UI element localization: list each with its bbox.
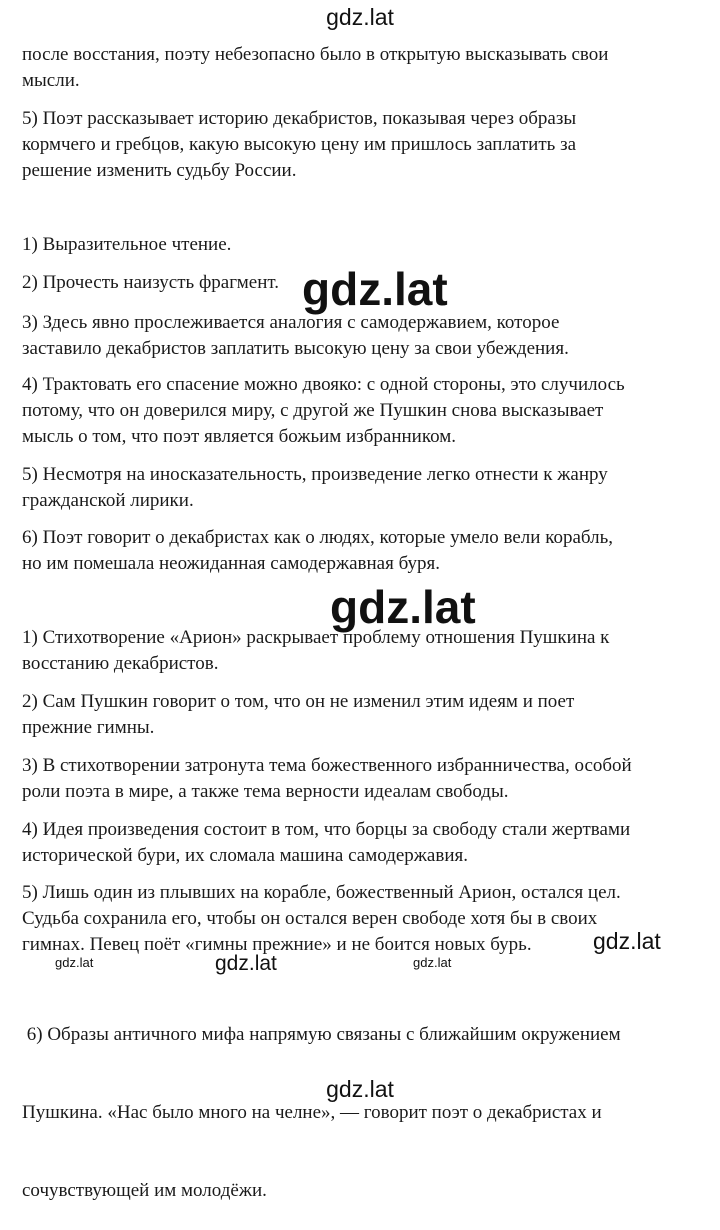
text-line: восстанию декабристов. (22, 653, 219, 674)
text-line: 4) Трактовать его спасение можно двояко: с одной стороны, это случилось (22, 374, 625, 395)
text-line: 5) Несмотря на иносказательность, произведение легко отнести к жанру (22, 464, 608, 485)
watermark-large: gdz.lat (302, 263, 448, 315)
text-line: мысль о том, что поэт является божьим избранником. (22, 426, 457, 447)
text-line: гражданской лирики. (22, 490, 194, 511)
text-line: решение изменить судьбу России. (22, 160, 297, 181)
paragraph (22, 525, 712, 577)
text-line: сочувствующей им молодёжи. (22, 1180, 267, 1201)
watermark-medium: gdz.lat (215, 952, 277, 975)
watermark-large: gdz.lat (330, 581, 476, 633)
text-line: 4) Идея произведения состоит в том, что борцы за свободу стали жертвами (22, 819, 631, 840)
text-line: 5) Лишь один из плывших на корабле, божественный Арион, остался цел. (22, 882, 621, 903)
text-line: мысли. (22, 70, 80, 91)
text-line: 5) Поэт рассказывает историю декабристов, показывая через образы (22, 108, 577, 129)
paragraph (22, 372, 712, 450)
text-line: гимнах. Певец поёт «гимны прежние» и не боится новых бурь. (22, 934, 532, 955)
text-line: кормчего и гребцов, какую высокую цену им пришлось заплатить за (22, 134, 577, 155)
text-line: исторической бури, их сломала машина самодержавия. (22, 845, 468, 866)
paragraph (22, 42, 712, 94)
text-line: 3) В стихотворении затронута тема божественного избранничества, особой (22, 755, 632, 776)
watermark-top: gdz.lat (326, 4, 394, 30)
text-line: потому, что он доверился миру, с другой же Пушкин снова высказывает (22, 400, 604, 421)
text-line: 6) Поэт говорит о декабристах как о людях, которые умело вели корабль, (22, 527, 613, 548)
text-line: Пушкина. «Нас было много на челне», — говорит поэт о декабристах и (22, 1102, 602, 1123)
watermark-small: gdz.lat (55, 955, 94, 970)
paragraph (22, 232, 712, 258)
text-line: 1) Выразительное чтение. (22, 234, 232, 255)
text-line: 1) Стихотворение «Арион» раскрывает проблему отношения Пушкина к (22, 627, 610, 648)
text-line: 6) Образы античного мифа напрямую связаны с ближайшим окружением (22, 1024, 621, 1045)
watermark-right: gdz.lat (593, 928, 661, 954)
text-line: прежние гимны. (22, 717, 155, 738)
text-line: но им помешала неожиданная самодержавная буря. (22, 553, 441, 574)
text-line: Судьба сохранила его, чтобы он остался верен свободе хотя бы в своих (22, 908, 598, 929)
text-line: 2) Прочесть наизусть фрагмент. (22, 272, 279, 293)
text-line: заставило декабристов заплатить высокую цену за свои убеждения. (22, 338, 569, 359)
paragraph (22, 689, 712, 741)
paragraph (22, 106, 712, 184)
paragraph (22, 817, 712, 869)
watermark-small: gdz.lat (413, 955, 452, 970)
paragraph (22, 753, 712, 805)
text-line: после восстания, поэту небезопасно было в открытую высказывать свои (22, 44, 609, 65)
watermark-bottom: gdz.lat (326, 1076, 394, 1102)
paragraph (22, 462, 712, 514)
text-line: роли поэта в мире, а также тема верности идеалам свободы. (22, 781, 509, 802)
text-line: 2) Сам Пушкин говорит о том, что он не изменил этим идеям и поет (22, 691, 575, 712)
text-line: 3) Здесь явно прослеживается аналогия с самодержавием, которое (22, 312, 560, 333)
paragraph (22, 310, 712, 362)
